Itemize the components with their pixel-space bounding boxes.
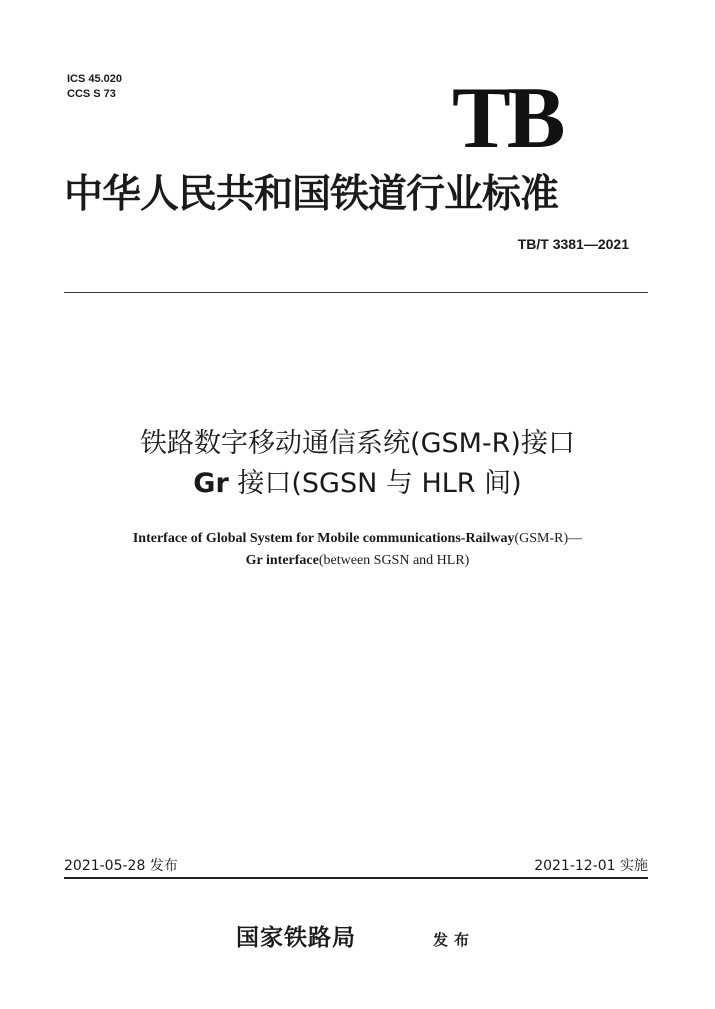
english-title-line2-bold: Gr interface <box>245 553 319 568</box>
issue-date: 2021-05-28 发布 <box>64 858 178 874</box>
tb-logo: TB <box>452 70 562 167</box>
standard-number: TB/T 3381—2021 <box>517 236 629 252</box>
classification-codes <box>67 72 122 102</box>
ccs-code: CCS S 73 <box>67 88 116 100</box>
chinese-title-line2-rest: 接口(SGSN 与 HLR 间) <box>228 468 522 499</box>
issuer-action: 发布 <box>433 931 476 949</box>
chinese-title-line1: 铁路数字移动通信系统(GSM-R)接口 <box>140 428 575 459</box>
english-title-line2 <box>40 550 675 572</box>
english-title-line1-bold: Interface of Global System for Mobile communications-Railway <box>132 531 515 546</box>
english-title-line2-rest: (between SGSN and HLR) <box>318 553 470 568</box>
standard-category-title: 中华人民共和国铁道行业标准 <box>64 171 559 217</box>
issuer-name: 国家铁路局 <box>236 924 356 951</box>
english-title <box>40 528 675 572</box>
bottom-divider <box>64 877 648 879</box>
chinese-title <box>40 424 675 504</box>
english-title-line1-rest: (GSM-R)— <box>514 531 583 546</box>
implementation-date: 2021-12-01 实施 <box>534 858 648 874</box>
ics-code: ICS 45.020 <box>67 73 123 85</box>
chinese-title-line2 <box>40 464 675 504</box>
chinese-title-gr: Gr <box>193 468 229 499</box>
top-divider <box>64 292 648 293</box>
english-title-line1 <box>40 528 675 550</box>
